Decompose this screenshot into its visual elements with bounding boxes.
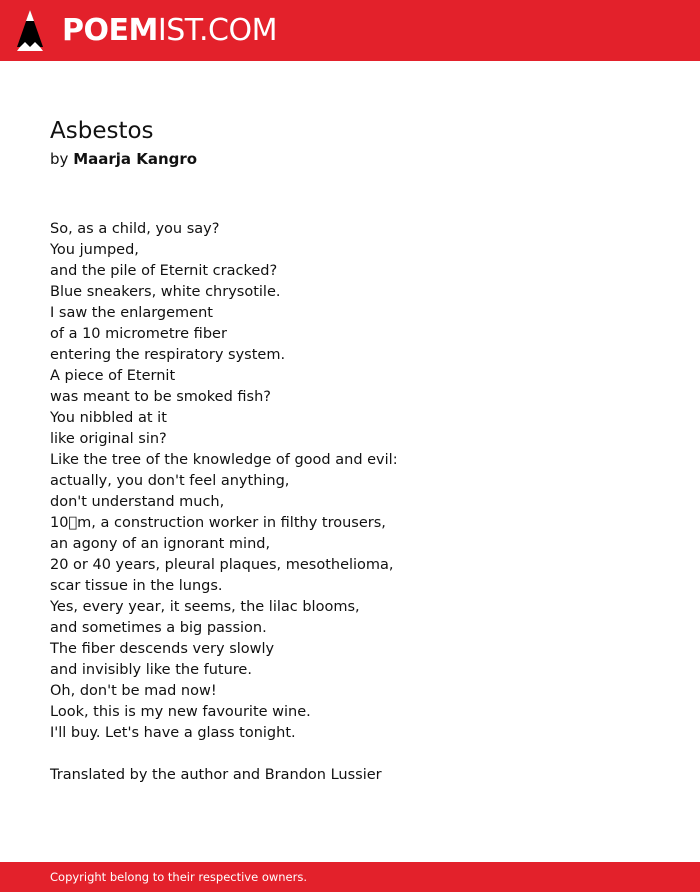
poem-line: You nibbled at it	[50, 410, 167, 426]
poem-line: I saw the enlargement	[50, 305, 213, 321]
poem-line: Yes, every year, it seems, the lilac blooms,	[50, 599, 360, 615]
poem-line: A piece of Eternit	[50, 368, 176, 384]
copyright-text: Copyright belong to their respective owners.	[50, 870, 308, 884]
brand-bold-text: POEM	[62, 13, 158, 48]
site-header	[0, 0, 700, 61]
poem-line: scar tissue in the lungs.	[50, 578, 223, 594]
poem-line: don't understand much,	[50, 494, 225, 510]
site-logo-text[interactable]	[62, 13, 277, 49]
poem-line: and the pile of Eternit cracked?	[50, 263, 278, 279]
poem-line: of a 10 micrometre fiber	[50, 326, 227, 342]
site-footer	[0, 862, 700, 892]
poem-line: like original sin?	[50, 431, 167, 447]
poem-body	[50, 219, 650, 744]
poem-line: Look, this is my new favourite wine.	[50, 704, 311, 720]
author-name: Maarja Kangro	[73, 150, 198, 168]
poem-line: actually, you don't feel anything,	[50, 473, 290, 489]
poem-line: and sometimes a big passion.	[50, 620, 267, 636]
poem-line: The fiber descends very slowly	[50, 641, 275, 657]
translation-note: Translated by the author and Brandon Lussier	[50, 767, 382, 783]
poem-line: Like the tree of the knowledge of good and evil:	[50, 452, 398, 468]
poem-title: Asbestos	[50, 118, 154, 144]
poem-line: an agony of an ignorant mind,	[50, 536, 271, 552]
pencil-tip-icon[interactable]	[16, 9, 44, 52]
brand-light-text: IST.COM	[157, 13, 277, 48]
poem-line: Oh, don't be mad now!	[50, 683, 217, 699]
poem-line: entering the respiratory system.	[50, 347, 286, 363]
poem-line: was meant to be smoked fish?	[50, 389, 271, 405]
poem-line: 10 m, a construction worker in filthy trousers,	[50, 515, 386, 531]
byline-prefix: by	[50, 150, 69, 168]
poem-line: You jumped,	[50, 242, 139, 258]
poem-line: Blue sneakers, white chrysotile.	[50, 284, 281, 300]
poem-line: and invisibly like the future.	[50, 662, 252, 678]
poem-line: So, as a child, you say?	[50, 221, 220, 237]
poem-line: I'll buy. Let's have a glass tonight.	[50, 725, 296, 741]
poem-line: 20 or 40 years, pleural plaques, mesothelioma,	[50, 557, 394, 573]
byline	[50, 149, 197, 169]
